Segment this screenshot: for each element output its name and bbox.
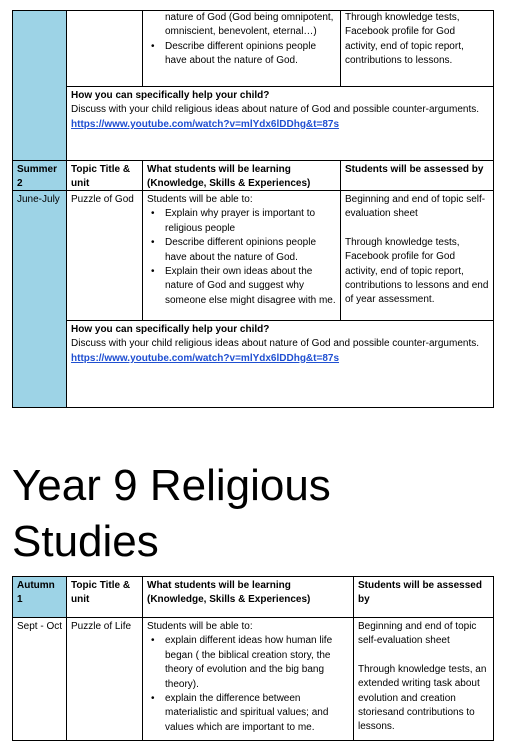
topic-header: Topic Title & unit — [66, 160, 143, 191]
assessed-tail-text: Through knowledge tests, Facebook profile for God activity, end of topic report, contributions to lessons. — [345, 12, 464, 67]
dates-cell: June-July — [12, 190, 67, 408]
topic-cell: Puzzle of Life — [66, 617, 143, 741]
term-header: Summer 2 — [12, 160, 67, 191]
dates-cell: Sept - Oct — [12, 617, 67, 741]
assessed-header: Students will be assessed by — [340, 160, 494, 191]
help-row-1 — [66, 86, 494, 161]
learning-header: What students will be learning (Knowledge, Skills & Experiences) — [142, 576, 354, 618]
learning-intro: Students will be able to: — [147, 621, 253, 632]
help-text: Discuss with your child religious ideas about nature of God and possible counter-arguments. — [71, 104, 479, 116]
topic-header: Topic Title & unit — [66, 576, 143, 618]
assessed-text-1: Beginning and end of topic self-evaluation sheet — [358, 621, 477, 647]
learning-bullet: • Describe different opinions people have about the nature of God. — [165, 236, 336, 265]
help-heading: How you can specifically help your child? — [71, 90, 270, 101]
learning-list — [147, 207, 336, 308]
page-title: Year 9 Religious Studies — [12, 461, 331, 566]
help-link[interactable]: https://www.youtube.com/watch?v=mlYdx6lDDhg&t=87s — [71, 118, 340, 130]
assessed-text-2: Through knowledge tests, Facebook profile for God activity, end of topic report, contributions to lessons and end of year assessment. — [345, 236, 489, 306]
learning-intro: Students will be able to: — [147, 194, 253, 205]
learning-header: What students will be learning (Knowledge, Skills & Experiences) — [142, 160, 341, 191]
learning-tail-bullet: Describe different opinions people have about the nature of God. — [165, 40, 317, 67]
learning-cell — [142, 617, 354, 741]
assessed-text-2: Through knowledge tests, an extended writing task about evolution and creation storiesand contributions to lessons. — [358, 663, 487, 733]
assessed-cell — [353, 617, 494, 741]
topic-cell-continuation — [66, 10, 143, 87]
assessed-text-1: Beginning and end of topic self-evaluation sheet — [345, 194, 486, 220]
assessed-cell-continuation — [340, 10, 494, 87]
term-header: Autumn 1 — [12, 576, 67, 618]
help-row-2 — [66, 320, 494, 408]
learning-bullet: • explain different ideas how human life began ( the biblical creation story, the theory of evolution and the big bang theory). — [165, 634, 349, 692]
help-text: Discuss with your child religious ideas about nature of God and possible counter-arguments. — [71, 338, 479, 350]
help-heading: How you can specifically help your child? — [71, 324, 270, 335]
assessed-header: Students will be assessed by — [353, 576, 494, 618]
learning-bullet: • explain the difference between materialistic and spiritual values; and values which are important to me. — [165, 692, 349, 735]
learning-cell-continuation — [142, 10, 341, 87]
term-column-continuation — [12, 10, 67, 161]
learning-cell — [142, 190, 341, 321]
learning-list — [147, 634, 349, 735]
learning-bullet: • Explain their own ideas about the nature of God and suggest why someone else might disagree with me. — [165, 265, 336, 308]
assessed-cell — [340, 190, 494, 321]
help-link[interactable]: https://www.youtube.com/watch?v=mlYdx6lDDhg&t=87s — [71, 352, 340, 364]
topic-cell: Puzzle of God — [66, 190, 143, 321]
learning-bullet: • Explain why prayer is important to religious people — [165, 207, 336, 236]
learning-tail-line: nature of God (God being omnipotent, omniscient, benevolent, eternal…) — [165, 12, 334, 38]
